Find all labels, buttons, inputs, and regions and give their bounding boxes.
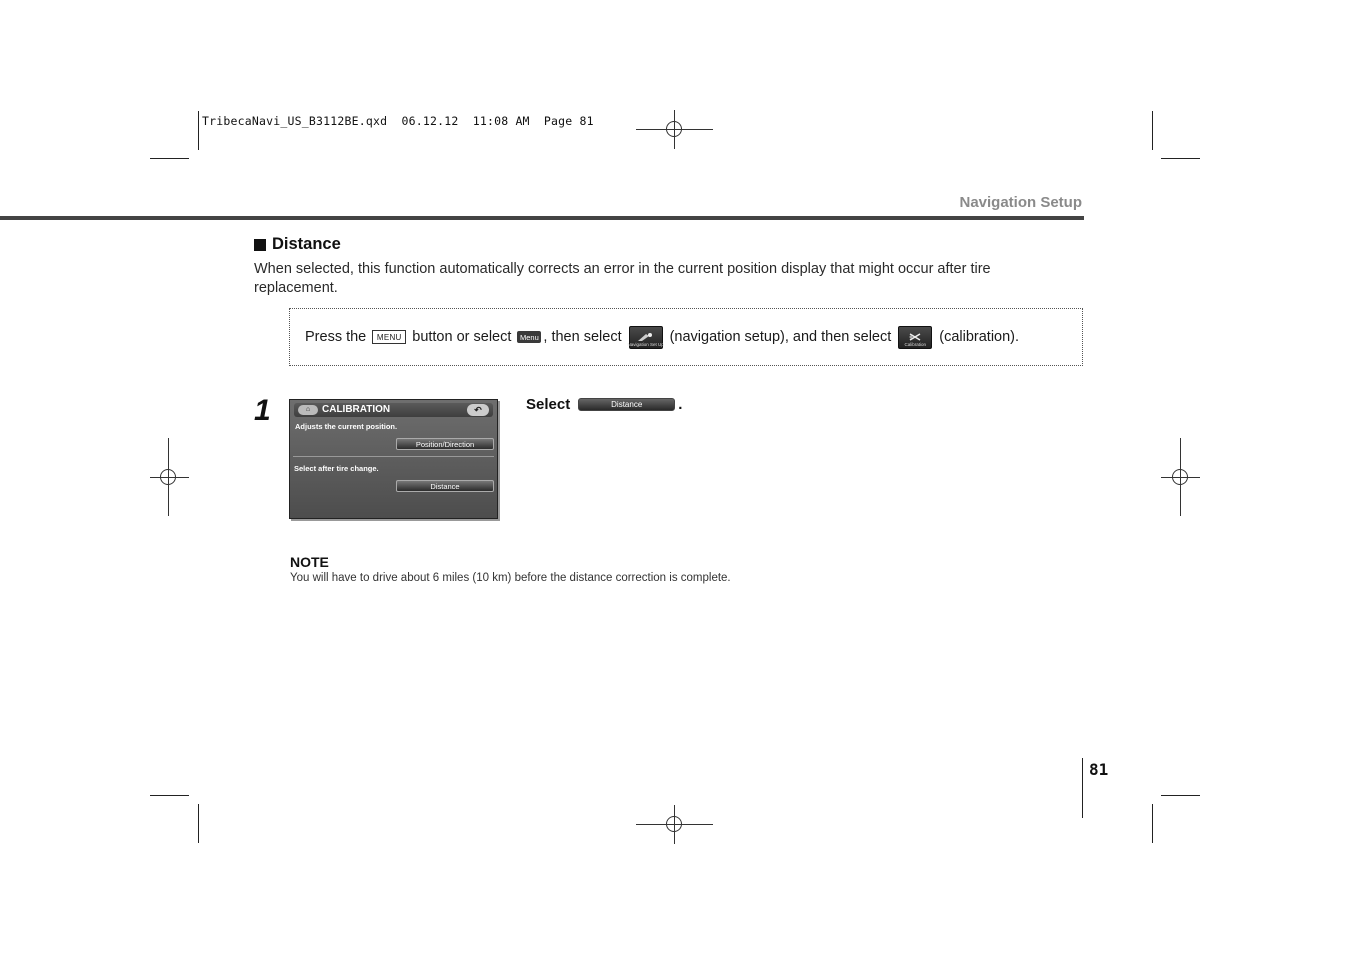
menu-button-icon: MENU (372, 330, 406, 344)
step-number: 1 (254, 394, 271, 427)
screen-title: CALIBRATION (322, 404, 391, 415)
note-text: You will have to drive about 6 miles (10 km) before the distance correction is complete. (290, 572, 731, 584)
select-period: . (678, 396, 683, 413)
crop-mark-br-v (1152, 804, 1153, 843)
page-number-rule (1082, 758, 1083, 818)
file-header: TribecaNavi_US_B3112BE.qxd 06.12.12 11:08 AM Page 81 (202, 114, 594, 128)
instr-text-1: Press the (305, 329, 367, 345)
screen-line-1: Adjusts the current position. (295, 422, 398, 431)
home-icon[interactable]: ⌂ (298, 405, 318, 415)
crop-mark-br-h (1161, 795, 1200, 796)
section-title: Navigation Setup (959, 194, 1082, 211)
calibration-screen (289, 399, 498, 519)
square-bullet-icon (254, 239, 266, 251)
crop-mark-tl-v (198, 111, 199, 150)
crop-mark-bl-v (198, 804, 199, 843)
instr-text-4: (navigation setup), and then select (669, 329, 892, 345)
select-label: Select (526, 396, 571, 413)
position-direction-button[interactable]: Position/Direction (396, 438, 494, 450)
screen-line-2: Select after tire change. (294, 464, 379, 473)
instr-text-2: button or select (412, 329, 512, 345)
back-icon[interactable]: ↶ (467, 404, 489, 416)
heading (254, 235, 341, 254)
description: When selected, this function automatically corrects an error in the current position display that might occur after tire replacement. (254, 261, 991, 296)
instr-text-3: , then select (543, 329, 622, 345)
instr-text-5: (calibration). (939, 329, 1020, 345)
select-instruction (526, 396, 682, 413)
calibration-icon: Calibration (898, 326, 932, 349)
distance-button-icon: Distance (578, 398, 675, 411)
page-number: 81 (1089, 760, 1109, 779)
menu-icon: Menu (517, 331, 541, 343)
instruction-box (289, 308, 1083, 366)
navigation-setup-icon: Navigation Set Up (629, 326, 663, 349)
crop-mark-tr-h (1161, 158, 1200, 159)
crop-mark-bl-h (150, 795, 189, 796)
crop-mark-tr-v (1152, 111, 1153, 150)
header-rule (0, 216, 1084, 220)
crop-mark-tl-h (150, 158, 189, 159)
note-title: NOTE (290, 554, 329, 570)
distance-button[interactable]: Distance (396, 480, 494, 492)
heading-text: Distance (272, 235, 341, 253)
screen-divider (293, 456, 494, 457)
screen-title-bar (294, 403, 493, 417)
